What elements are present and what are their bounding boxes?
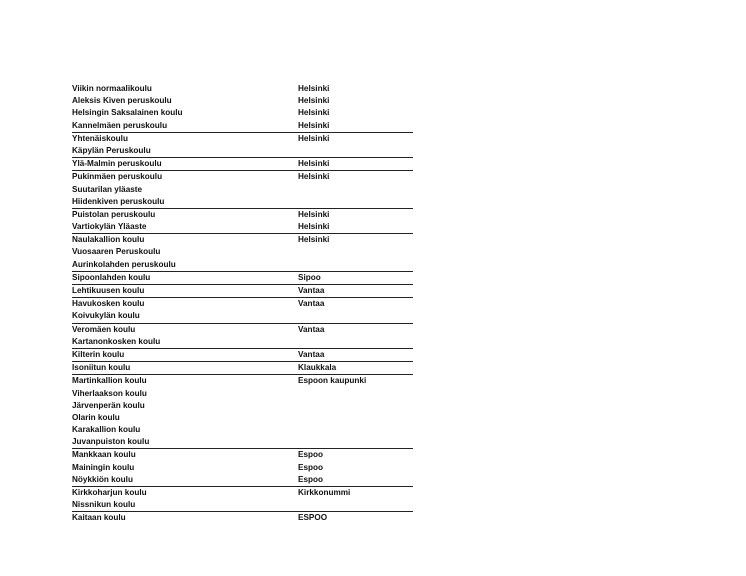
school-group — [72, 171, 413, 209]
school-name: Kilterin koulu — [72, 349, 125, 359]
table-row — [72, 324, 413, 336]
city-name: Vantaa — [298, 349, 325, 359]
city-name: Helsinki — [298, 222, 330, 232]
table-row — [72, 499, 413, 511]
school-group — [72, 487, 413, 512]
school-group — [72, 285, 413, 298]
school-name: Helsingin Saksalainen koulu — [72, 108, 183, 118]
city-name — [298, 259, 413, 271]
school-name: Olarin koulu — [72, 412, 120, 422]
school-group — [72, 349, 413, 362]
table-row — [72, 221, 413, 233]
city-name: Helsinki — [298, 133, 330, 143]
city-name — [298, 184, 413, 196]
school-name: Nöykkiön koulu — [72, 474, 133, 484]
school-name: Vartiokylän Yläaste — [72, 222, 147, 232]
table-row — [72, 272, 413, 284]
school-name: Viherlaakson koulu — [72, 388, 147, 398]
table-row — [72, 487, 413, 499]
school-name: Ylä-Malmin peruskoulu — [72, 159, 162, 169]
school-name: Mainingin koulu — [72, 462, 135, 472]
school-name: Aurinkolahden peruskoulu — [72, 259, 176, 269]
school-name: Kannelmäen peruskoulu — [72, 120, 168, 130]
city-name — [298, 400, 413, 412]
table-row — [72, 196, 413, 208]
school-name: Juvanpuiston koulu — [72, 437, 150, 447]
school-name: Veromäen koulu — [72, 324, 136, 334]
school-name: Sipoonlahden koulu — [72, 272, 151, 282]
school-name: Nissnikun koulu — [72, 500, 136, 510]
table-row — [72, 285, 413, 297]
table-row — [72, 474, 413, 486]
table-row — [72, 362, 413, 374]
city-name — [298, 336, 413, 348]
school-name: Järvenperän koulu — [72, 400, 145, 410]
school-name: Viikin normaalikoulu — [72, 84, 152, 93]
school-group — [72, 209, 413, 234]
school-city-table — [72, 83, 413, 525]
city-name: Klaukkala — [298, 363, 337, 373]
city-name — [298, 196, 413, 208]
city-name — [298, 412, 413, 424]
school-name: Kirkkoharjun koulu — [72, 488, 147, 497]
school-name: Kaitaan koulu — [72, 513, 126, 523]
table-row — [72, 298, 413, 310]
city-name: Vantaa — [298, 286, 325, 295]
city-name: Kirkkonummi — [298, 488, 351, 497]
school-name: Naulakallion koulu — [72, 235, 145, 245]
city-name — [298, 246, 413, 258]
city-name: Helsinki — [298, 209, 330, 219]
school-name: Yhtenäiskoulu — [72, 133, 128, 143]
table-row — [72, 145, 413, 157]
school-group — [72, 272, 413, 285]
school-group — [72, 83, 413, 133]
city-name: Helsinki — [298, 120, 330, 130]
city-name: Vantaa — [298, 324, 325, 334]
school-group — [72, 234, 413, 272]
table-row — [72, 95, 413, 107]
school-group — [72, 133, 413, 158]
school-group — [72, 512, 413, 524]
city-name: Espoo — [298, 474, 324, 484]
city-name: Vantaa — [298, 299, 325, 309]
city-name — [298, 424, 413, 436]
table-row — [72, 436, 413, 448]
school-name: Karakallion koulu — [72, 425, 141, 435]
school-name: Martinkallion koulu — [72, 376, 147, 386]
table-row — [72, 83, 413, 95]
table-row — [72, 120, 413, 132]
school-name: Kartanonkosken koulu — [72, 336, 161, 346]
city-name: Helsinki — [298, 84, 330, 93]
school-name: Aleksis Kiven peruskoulu — [72, 96, 172, 106]
table-row — [72, 184, 413, 196]
table-row — [72, 209, 413, 221]
table-row — [72, 400, 413, 412]
table-row — [72, 512, 413, 524]
school-group — [72, 324, 413, 349]
table-row — [72, 336, 413, 348]
school-name: Puistolan peruskoulu — [72, 209, 156, 219]
school-name: Isoniitun koulu — [72, 363, 131, 373]
city-name: Helsinki — [298, 172, 330, 182]
table-row — [72, 234, 413, 246]
table-row — [72, 388, 413, 400]
school-group — [72, 375, 413, 449]
city-name: Helsinki — [298, 96, 330, 106]
city-name: ESPOO — [298, 513, 328, 523]
city-name: Helsinki — [298, 159, 330, 169]
table-row — [72, 449, 413, 461]
table-row — [72, 424, 413, 436]
school-name: Käpylän Peruskoulu — [72, 145, 151, 155]
table-row — [72, 259, 413, 271]
school-group — [72, 158, 413, 171]
city-name — [298, 436, 413, 448]
table-row — [72, 375, 413, 387]
school-name: Koivukylän koulu — [72, 311, 140, 321]
school-group — [72, 362, 413, 375]
table-row — [72, 107, 413, 119]
table-row — [72, 246, 413, 258]
city-name — [298, 310, 413, 322]
table-row — [72, 310, 413, 322]
school-group — [72, 449, 413, 487]
city-name — [298, 145, 413, 157]
city-name: Sipoo — [298, 272, 321, 282]
city-name — [298, 388, 413, 400]
city-name: Espoo — [298, 462, 324, 472]
table-row — [72, 158, 413, 170]
city-name: Espoo — [298, 450, 324, 460]
table-row — [72, 171, 413, 183]
table-row — [72, 462, 413, 474]
city-name: Helsinki — [298, 108, 330, 118]
school-group — [72, 298, 413, 323]
school-name: Pukinmäen peruskoulu — [72, 172, 163, 182]
school-name: Mankkaan koulu — [72, 450, 136, 460]
table-row — [72, 412, 413, 424]
table-row — [72, 133, 413, 145]
school-name: Hiidenkiven peruskoulu — [72, 196, 165, 206]
city-name: Espoon kaupunki — [298, 376, 367, 386]
city-name — [298, 499, 413, 511]
table-row — [72, 349, 413, 361]
school-name: Vuosaaren Peruskoulu — [72, 247, 161, 257]
school-name: Havukosken koulu — [72, 299, 145, 309]
school-name: Suutarilan yläaste — [72, 184, 143, 194]
school-name: Lehtikuusen koulu — [72, 286, 145, 295]
city-name: Helsinki — [298, 235, 330, 245]
